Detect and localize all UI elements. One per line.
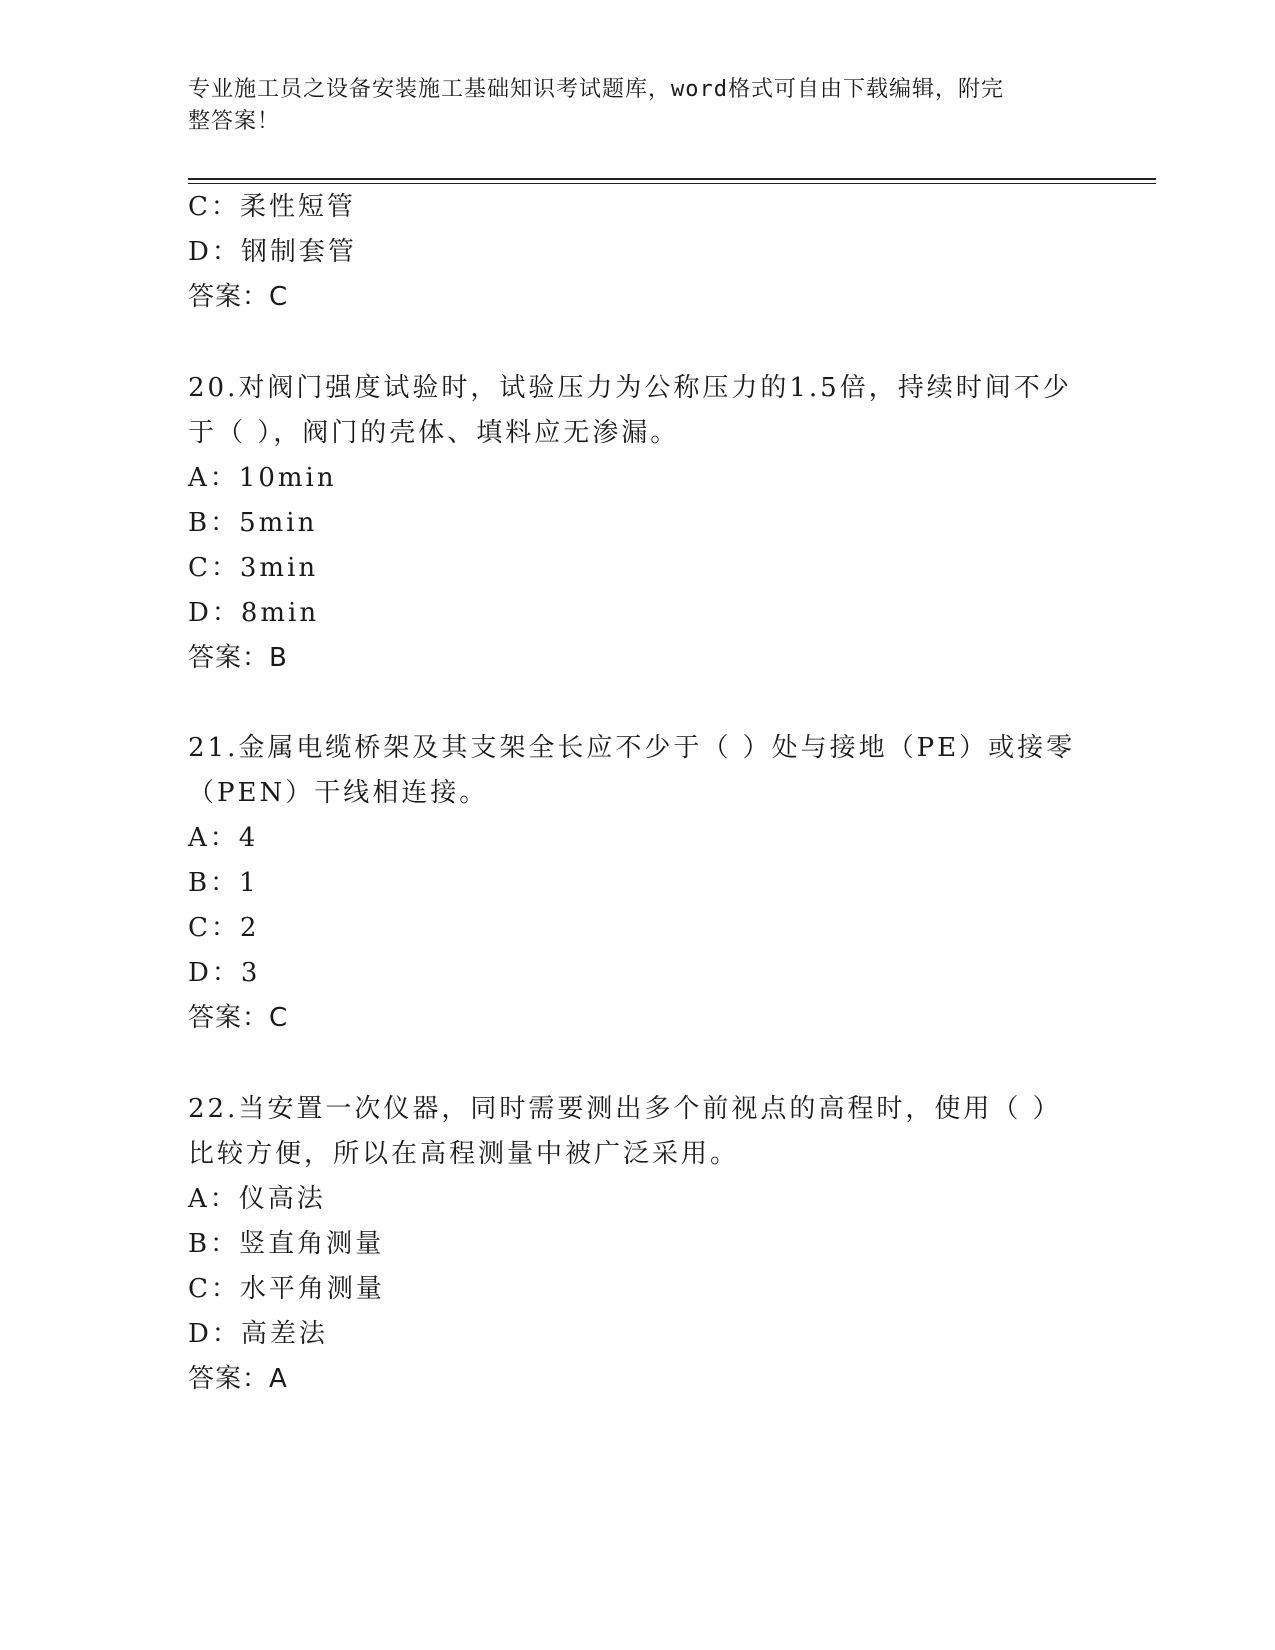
document-header xyxy=(188,74,1068,138)
option-line: A：4 xyxy=(188,823,259,853)
option-line: C：柔性短管 xyxy=(188,192,356,222)
question-line: （PEN）干线相连接。 xyxy=(188,778,489,808)
option-line: D：3 xyxy=(188,958,261,988)
answer-line: 答案：C xyxy=(188,1003,289,1033)
option-line: D：钢制套管 xyxy=(188,237,357,267)
question-line: 比较方便，所以在高程测量中被广泛采用。 xyxy=(188,1139,740,1169)
question-line: 21.金属电缆桥架及其支架全长应不少于（ ）处与接地（PE）或接零 xyxy=(188,733,1076,763)
option-line: B：1 xyxy=(188,868,259,898)
answer-line: 答案：B xyxy=(188,643,288,673)
question-line: 于（ ），阀门的壳体、填料应无渗漏。 xyxy=(188,418,680,448)
header-rule-thin xyxy=(188,183,1156,184)
option-line: B：5min xyxy=(188,508,318,538)
question-line: 22.当安置一次仪器，同时需要测出多个前视点的高程时，使用（ ） xyxy=(188,1094,1062,1124)
option-line: C：水平角测量 xyxy=(188,1274,385,1304)
option-line: D：高差法 xyxy=(188,1319,328,1349)
header-line-1: 专业施工员之设备安装施工基础知识考试题库，word格式可自由下载编辑，附完 xyxy=(188,77,1004,102)
option-line: C：2 xyxy=(188,913,260,943)
header-rule-thick xyxy=(188,178,1156,180)
header-line-2: 整答案！ xyxy=(188,109,281,134)
question-line: 20.对阀门强度试验时，试验压力为公称压力的1.5倍，持续时间不少 xyxy=(188,373,1072,403)
option-line: A：10min xyxy=(188,463,337,493)
option-line: A：仪高法 xyxy=(188,1184,326,1214)
option-line: C：3min xyxy=(188,553,319,583)
option-line: B：竖直角测量 xyxy=(188,1229,385,1259)
answer-line: 答案：C xyxy=(188,282,289,312)
answer-line: 答案：A xyxy=(188,1364,288,1394)
option-line: D：8min xyxy=(188,598,320,628)
